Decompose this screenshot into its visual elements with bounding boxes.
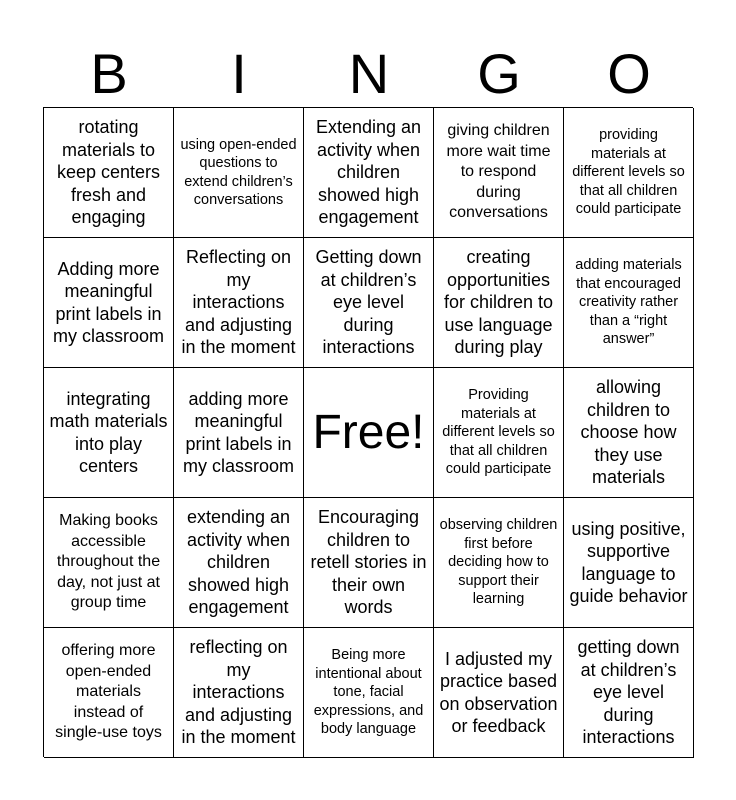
cell-text: using open-ended questions to extend children’s conversations — [180, 136, 297, 208]
cell-text: reflecting on my interactions and adjusting in the moment — [181, 637, 296, 748]
cell-text: Reflecting on my interactions and adjusting in the moment — [181, 247, 296, 358]
cell-text: Getting down at children’s eye level during interactions — [315, 247, 422, 358]
bingo-cell[interactable] — [564, 628, 694, 758]
cell-text: Providing materials at different levels so that all children could participate — [442, 387, 555, 478]
free-space-cell[interactable] — [304, 368, 434, 498]
bingo-cell[interactable] — [174, 498, 304, 628]
bingo-cell[interactable] — [434, 498, 564, 628]
cell-text: giving children more wait time to respond during conversations — [446, 122, 551, 222]
header-letter-i: I — [231, 42, 247, 105]
header-letter-g: G — [477, 42, 521, 105]
bingo-cell[interactable] — [304, 628, 434, 758]
bingo-cell[interactable] — [44, 368, 174, 498]
header-letter-n: N — [348, 42, 390, 105]
header-letter-b: B — [90, 42, 128, 105]
bingo-cell[interactable] — [44, 498, 174, 628]
header-letter-o: O — [607, 42, 651, 105]
cell-text: allowing children to choose how they use materials — [580, 377, 677, 488]
bingo-cell[interactable] — [564, 498, 694, 628]
bingo-cell[interactable] — [304, 108, 434, 238]
bingo-grid — [43, 107, 693, 757]
cell-text: observing children first before deciding how to support their learning — [439, 517, 558, 608]
cell-text: adding more meaningful print labels in my classroom — [182, 388, 294, 476]
bingo-cell[interactable] — [174, 108, 304, 238]
bingo-cell[interactable] — [174, 238, 304, 368]
cell-text: Making books accessible throughout the day, not just at group time — [56, 512, 161, 612]
bingo-cell[interactable] — [564, 238, 694, 368]
bingo-cell[interactable] — [434, 108, 564, 238]
cell-text: providing materials at different levels so that all children could participate — [572, 127, 685, 218]
bingo-cell[interactable] — [564, 108, 694, 238]
cell-text: integrating math materials into play centers — [49, 388, 168, 476]
free-space-text: Free! — [312, 405, 425, 459]
cell-text: rotating materials to keep centers fresh and engaging — [56, 117, 161, 228]
bingo-cell[interactable] — [304, 238, 434, 368]
cell-text: extending an activity when children showed high engagement — [186, 507, 291, 618]
cell-text: Adding more meaningful print labels in my classroom — [52, 258, 164, 346]
cell-text: Encouraging children to retell stories in their own words — [310, 507, 427, 618]
bingo-cell[interactable] — [174, 368, 304, 498]
cell-text: adding materials that encouraged creativity rather than a “right answer” — [575, 257, 682, 348]
bingo-cell[interactable] — [44, 238, 174, 368]
bingo-cell[interactable] — [174, 628, 304, 758]
cell-text: Extending an activity when children showed high engagement — [315, 117, 422, 228]
bingo-cell[interactable] — [434, 368, 564, 498]
cell-text: creating opportunities for children to use language during play — [443, 247, 554, 358]
cell-text: getting down at children’s eye level during interactions — [577, 637, 680, 748]
bingo-cell[interactable] — [434, 238, 564, 368]
cell-text: offering more open-ended materials instead of single-use toys — [55, 642, 162, 742]
bingo-header — [44, 40, 694, 108]
cell-text: I adjusted my practice based on observation or feedback — [439, 648, 558, 736]
bingo-cell[interactable] — [564, 368, 694, 498]
bingo-cell[interactable] — [44, 628, 174, 758]
cell-text: Being more intentional about tone, facial expressions, and body language — [313, 647, 424, 738]
cell-text: using positive, supportive language to guide behavior — [569, 518, 688, 606]
bingo-cell[interactable] — [44, 108, 174, 238]
bingo-cell[interactable] — [434, 628, 564, 758]
bingo-cell[interactable] — [304, 498, 434, 628]
